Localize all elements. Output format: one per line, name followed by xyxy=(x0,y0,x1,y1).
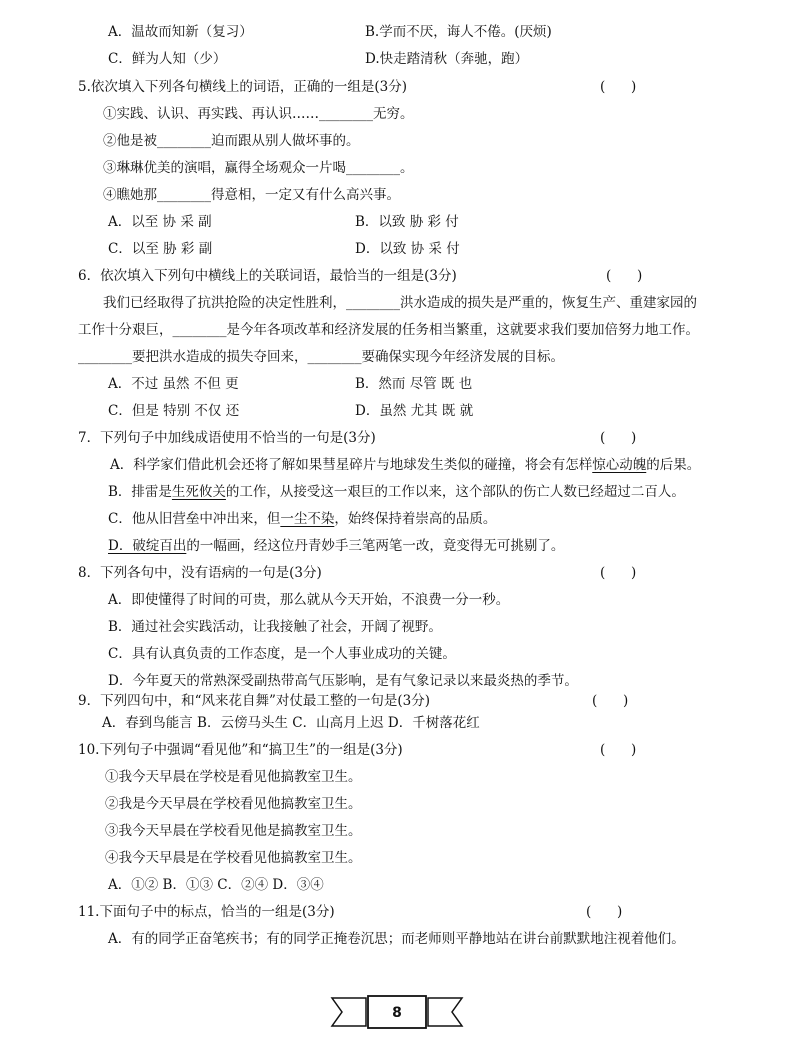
q7-a-idiom: 惊心动魄 xyxy=(592,457,647,473)
q6-option-c: C．但是 特别 不仅 还 xyxy=(108,403,240,419)
q11-option-a: A．有的同学正奋笔疾书；有的同学正掩卷沉思；而老师则平静地站在讲台前默默地注视着他们。 xyxy=(108,931,685,947)
q5-item-1: ①实践、认识、再实践、再认识……________无穷。 xyxy=(103,106,414,122)
answer-box-5[interactable]: ( ) xyxy=(600,79,637,95)
question-9: 9．下列四句中，和“风来花自舞”对仗最工整的一句是(3分) xyxy=(78,693,431,709)
q7-option-b xyxy=(108,482,685,502)
question-8 xyxy=(78,563,322,583)
answer-box-8[interactable]: ( ) xyxy=(600,565,637,581)
option-1b: B.学而不厌，诲人不倦。(厌烦) xyxy=(365,24,552,40)
q7-d-idiom: D．破绽百出 xyxy=(108,538,187,554)
q6-option-b: B．然而 尽管 既 也 xyxy=(355,376,473,392)
q8-option-c: C．具有认真负责的工作态度，是一个人事业成功的关键。 xyxy=(108,646,456,662)
q7-a-tail: 的后果。 xyxy=(646,457,701,473)
q7-b-text: B．排雷是 xyxy=(108,484,172,500)
question-5: 5.依次填入下列各句横线上的词语，正确的一组是(3分) xyxy=(78,79,408,95)
question-6: 6．依次填入下列句中横线上的关联词语，最恰当的一组是(3分) xyxy=(78,268,457,284)
q5-option-a: A．以至 协 采 副 xyxy=(108,214,212,230)
q7-stem-post: 的一句是(3分) xyxy=(289,430,376,446)
q7-stem-pre: 7．下列句子中加线成语使用 xyxy=(78,430,249,446)
answer-box-10[interactable]: ( ) xyxy=(600,742,637,758)
option-2a: C．鲜为人知（少） xyxy=(108,51,227,67)
q7-option-c xyxy=(108,509,496,529)
q9-options: A．春到鸟能言 B．云傍马头生 C．山高月上迟 D．千树落花红 xyxy=(102,715,480,731)
question-11: 11.下面句子中的标点，恰当的一组是(3分) xyxy=(78,904,335,920)
q5-option-c: C．以至 胁 彩 副 xyxy=(108,241,213,257)
option-1a: A．温故而知新（复习） xyxy=(108,24,253,40)
q6-passage-2: 工作十分艰巨，________是今年各项改革和经济发展的任务相当繁重，这就要求我们要加倍努力地工作。 xyxy=(78,322,699,338)
q7-option-a xyxy=(110,455,700,475)
option-2b: D.快走踏清秋（奔驰，跑） xyxy=(365,51,529,67)
answer-box-6[interactable]: ( ) xyxy=(606,268,643,284)
q10-item-1: ①我今天早晨在学校是看见他搞教室卫生。 xyxy=(105,769,362,785)
q7-b-tail: 的工作，从接受这一艰巨的工作以来，这个部队的伤亡人数已经超过二百人。 xyxy=(225,484,685,500)
q6-passage-3: ________要把洪水造成的损失夺回来，________要确保实现今年经济发展的目标。 xyxy=(78,349,564,365)
q5-item-3: ③琳琳优美的演唱，赢得全场观众一片喝________。 xyxy=(103,160,414,176)
answer-box-11[interactable]: ( ) xyxy=(586,904,623,920)
q8-stem-emphasis: 没有 xyxy=(181,565,209,581)
q8-option-a: A．即使懂得了时间的可贵，那么就从今天开始，不浪费一分一秒。 xyxy=(108,592,510,608)
q7-d-tail: 的一幅画，经这位丹青妙手三笔两笔一改，竟变得无可挑剔了。 xyxy=(186,538,565,554)
q10-item-2: ②我是今天早晨在学校看见他搞教室卫生。 xyxy=(105,796,362,812)
q10-item-4: ④我今天早晨是在学校看见他搞教室卫生。 xyxy=(105,850,362,866)
q7-c-idiom: 一尘不染 xyxy=(280,511,335,527)
q7-a-text: A．科学家们借此机会还将了解如果彗星碎片与地球发生类似的碰撞，将会有怎样 xyxy=(110,457,593,473)
q7-option-d xyxy=(108,536,564,556)
answer-box-7[interactable]: ( ) xyxy=(600,430,637,446)
q6-option-d: D．虽然 尤其 既 就 xyxy=(355,403,474,419)
question-10: 10.下列句子中强调“看见他”和“搞卫生”的一组是(3分) xyxy=(78,742,403,758)
q5-item-4: ④瞧她那________得意相，一定又有什么高兴事。 xyxy=(103,187,400,203)
q6-option-a: A．不过 虽然 不但 更 xyxy=(108,376,239,392)
page-number: 8 xyxy=(392,1005,402,1021)
q7-b-idiom: 生死攸关 xyxy=(171,484,226,500)
q10-options: A．①② B．①③ C．②④ D．③④ xyxy=(108,877,324,893)
q8-stem-post: 语病的一句是(3分) xyxy=(208,565,322,581)
question-7 xyxy=(78,428,376,448)
answer-box-9[interactable]: ( ) xyxy=(592,693,629,709)
q6-passage-1: 我们已经取得了抗洪抢险的决定性胜利，________洪水造成的损失是严重的，恢复生产、重建家园的 xyxy=(103,295,697,311)
q7-stem-emphasis: 不恰当 xyxy=(248,430,290,446)
q8-stem-pre: 8．下列各句中， xyxy=(78,565,182,581)
q7-c-tail: ，始终保持着崇高的品质。 xyxy=(334,511,497,527)
q8-option-b: B．通过社会实践活动，让我接触了社会，开阔了视野。 xyxy=(108,619,442,635)
q7-c-text: C．他从旧营垒中冲出来，但 xyxy=(108,511,281,527)
q5-option-b: B．以致 胁 彩 付 xyxy=(355,214,459,230)
q5-item-2: ②他是被________迫而跟从别人做坏事的。 xyxy=(103,133,360,149)
q10-item-3: ③我今天早晨在学校看见他是搞教室卫生。 xyxy=(105,823,362,839)
q8-option-d: D．今年夏天的常熟深受副热带高气压影响，是有气象记录以来最炎热的季节。 xyxy=(108,673,578,689)
q5-option-d: D．以致 协 采 付 xyxy=(355,241,460,257)
